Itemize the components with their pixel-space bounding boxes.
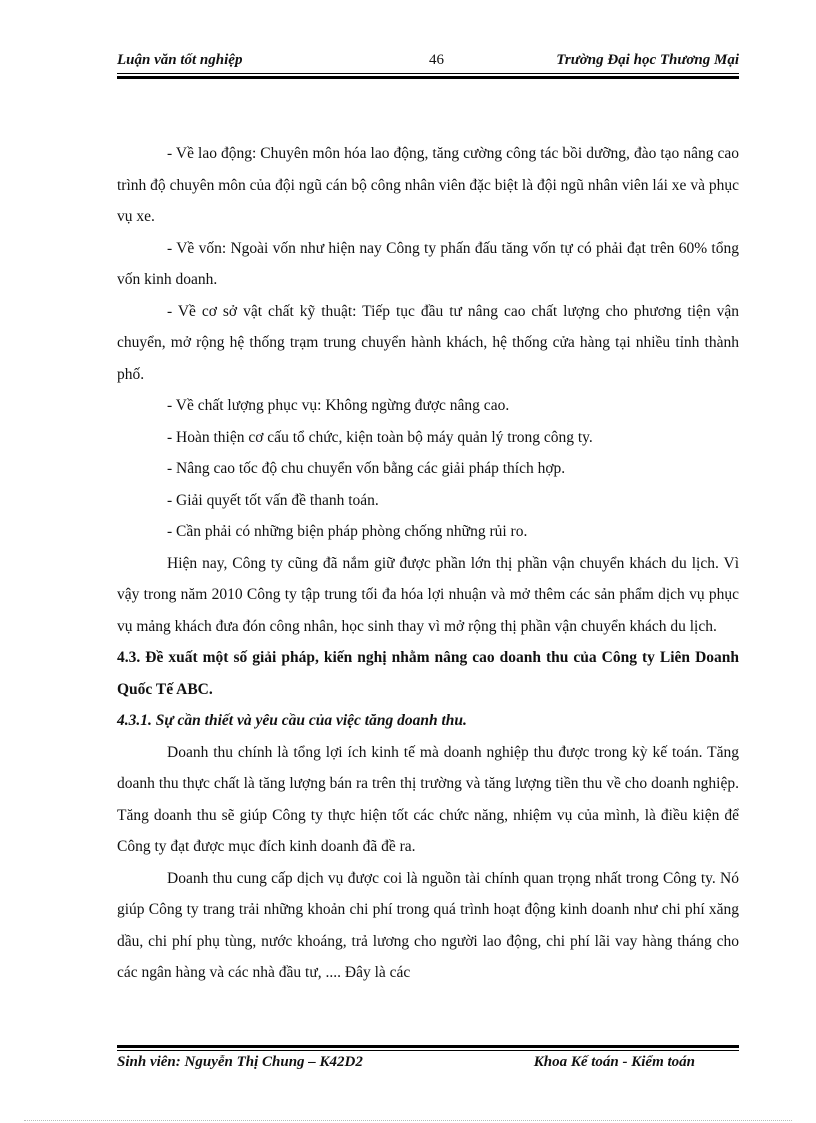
section-heading-4-3: 4.3. Đề xuất một số giải pháp, kiến nghị nhằm nâng cao doanh thu của Công ty Liên Doanh Quốc Tế ABC. (117, 649, 739, 698)
page-edge-divider (24, 1120, 792, 1121)
header-thesis-title: Luận văn tốt nghiệp (117, 52, 243, 68)
paragraph-labor: - Về lao động: Chuyên môn hóa lao động, tăng cường công tác bồi dưỡng, đào tạo nâng cao trình độ chuyên môn của đội ngũ cán bộ công nhân viên đặc biệt là đội ngũ nhân viên lái xe và phục vụ xe. (117, 145, 739, 225)
header-rule-thick (117, 76, 739, 79)
paragraph-payment: - Giải quyết tốt vấn đề thanh toán. (167, 491, 379, 509)
paragraph-revenue-definition: Doanh thu chính là tổng lợi ích kinh tế mà doanh nghiệp thu được trong kỳ kế toán. Tăng doanh thu thực chất là tăng lượng bán ra trên thị trường và tăng lượng tiền thu về cho doanh nghiệp. Tăng doanh thu sẽ giúp Công ty thực hiện tốt các chức năng, nhiệm vụ của mình, là điều kiện để Công ty đạt được mục đích kinh doanh đã đề ra. (117, 743, 739, 855)
page-header (117, 50, 739, 74)
paragraph-infrastructure: - Về cơ sở vật chất kỹ thuật: Tiếp tục đầu tư nâng cao chất lượng cho phương tiện vận chuyển, mở rộng hệ thống trạm trung chuyển hành khách, hệ thống cửa hàng tại nhiều tỉnh thành phố. (117, 302, 739, 383)
footer-department: Khoa Kế toán - Kiểm toán (533, 1054, 695, 1070)
paragraph-risk: - Cần phải có những biện pháp phòng chống những rủi ro. (167, 523, 528, 540)
header-rule-thin (117, 73, 739, 74)
footer-rule-thick (117, 1045, 739, 1048)
paragraph-capital-turnover: - Nâng cao tốc độ chu chuyển vốn bằng các giải pháp thích hợp. (167, 460, 566, 477)
page-footer (117, 1054, 739, 1078)
paragraph-capital: - Về vốn: Ngoài vốn như hiện nay Công ty phấn đấu tăng vốn tự có phải đạt trên 60% tổng vốn kinh doanh. (117, 239, 739, 288)
header-university: Trường Đại học Thương Mại (556, 52, 739, 68)
section-heading-4-3-1: 4.3.1. Sự cần thiết và yêu cầu của việc tăng doanh thu. (117, 712, 467, 729)
paragraph-service-quality: - Về chất lượng phục vụ: Không ngừng được nâng cao. (167, 397, 510, 414)
paragraph-organization: - Hoàn thiện cơ cấu tổ chức, kiện toàn bộ máy quản lý trong công ty. (167, 428, 593, 446)
page-body (117, 138, 739, 989)
page-number: 46 (429, 52, 444, 68)
footer-rule-thin (117, 1050, 739, 1051)
footer-student: Sinh viên: Nguyễn Thị Chung – K42D2 (117, 1054, 363, 1070)
paragraph-revenue-importance: Doanh thu cung cấp dịch vụ được coi là nguồn tài chính quan trọng nhất trong Công ty. Nó giúp Công ty trang trải những khoản chi phí trong quá trình hoạt động kinh doanh như chi phí xăng dầu, chi phí phụ tùng, nước khoáng, trả lương cho người lao động, chi phí lãi vay hàng tháng cho các ngân hàng và các nhà đầu tư, .... Đây là các (117, 869, 739, 981)
paragraph-market-share: Hiện nay, Công ty cũng đã nắm giữ được phần lớn thị phần vận chuyển khách du lịch. Vì vậy trong năm 2010 Công ty tập trung tối đa hóa lợi nhuận và mở thêm các sản phẩm dịch vụ phục vụ mảng khách đưa đón công nhân, học sinh thay vì mở rộng thị phần vận chuyển khách du lịch. (117, 554, 739, 635)
